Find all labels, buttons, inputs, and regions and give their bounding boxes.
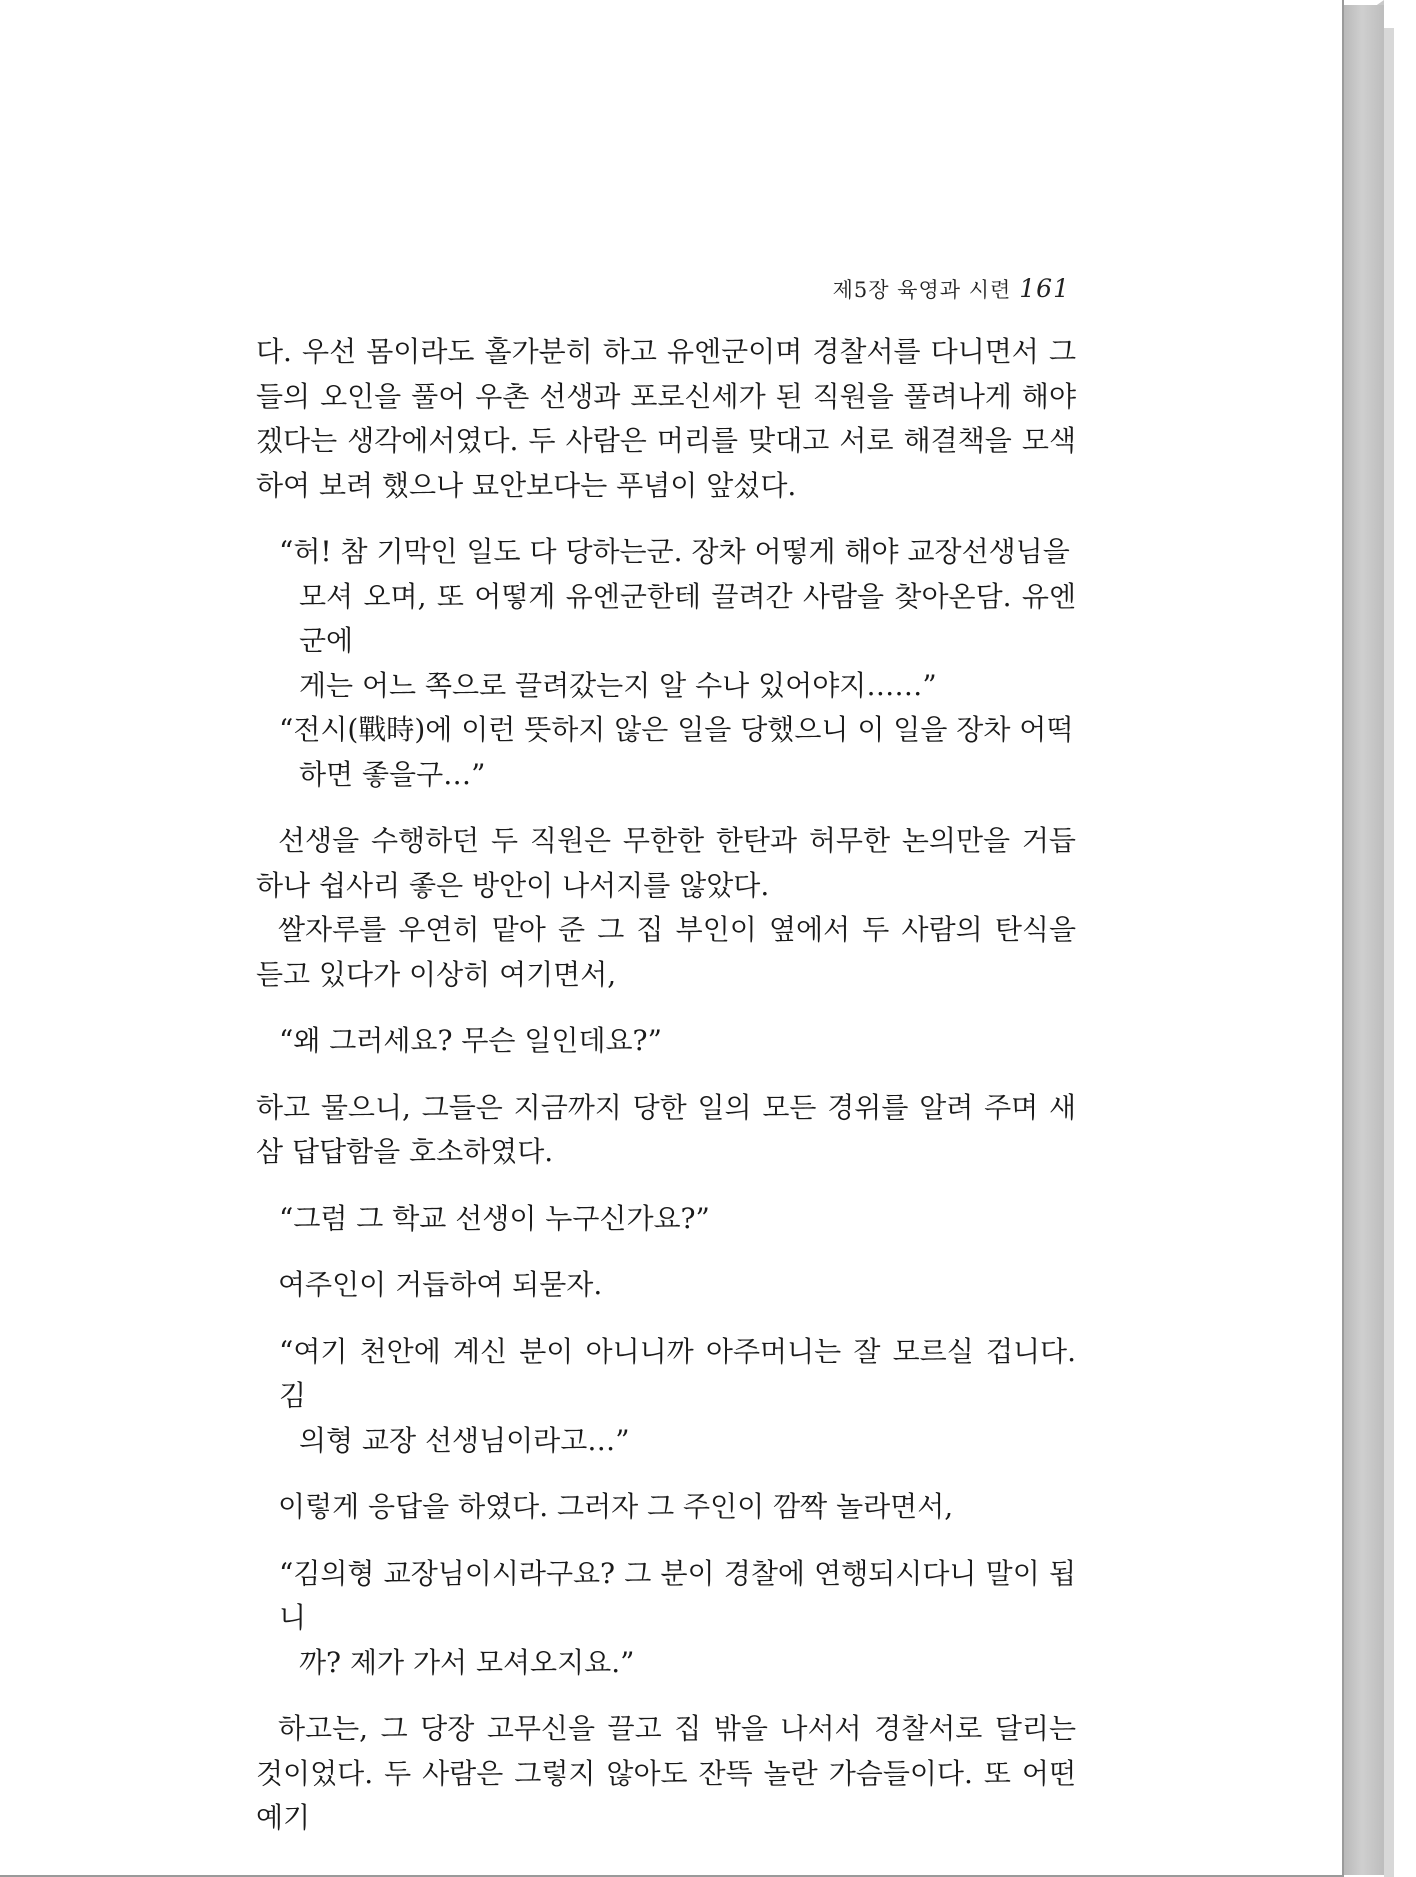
paragraph: 여주인이 거듭하여 되묻자. [278, 1268, 603, 1301]
running-header [833, 274, 1070, 304]
page-number: 161 [1019, 274, 1070, 303]
dialogue-quote [256, 1019, 1076, 1064]
body-text [256, 330, 1076, 1841]
dialogue-quote [256, 1552, 1076, 1686]
dialogue-quote [256, 530, 1076, 708]
paragraph: 선생을 수행하던 두 직원은 무한한 한탄과 허무한 논의만을 거듭하나 쉽사리 좋은 방안이 나서지를 않았다. [256, 824, 1076, 902]
quote-line: “김의형 교장님이시라구요? 그 분이 경찰에 연행되시다니 말이 됩니 [279, 1556, 1076, 1634]
page-shadow [1384, 28, 1394, 1877]
dialogue-quote [256, 1330, 1076, 1464]
quote-line: “그럼 그 학교 선생이 누구신가요?” [279, 1201, 710, 1235]
quote-line: 게는 어느 쪽으로 끌려갔는지 알 수나 있어야지……” [299, 668, 937, 702]
page-stack-edge [1344, 5, 1384, 1875]
quote-line: “허! 참 기막인 일도 다 당하는군. 장차 어떻게 해야 교장선생님을 [279, 535, 1070, 568]
paragraph: 이렇게 응답을 하였다. 그러자 그 주인이 깜짝 놀라면서, [278, 1490, 954, 1523]
dialogue-quote [256, 708, 1076, 797]
paragraph: 쌀자루를 우연히 맡아 준 그 집 부인이 옆에서 두 사람의 탄식을 듣고 있다가 이상히 여기면서, [256, 913, 1076, 991]
quote-line: “전시(戰時)에 이런 뜻하지 않은 일을 당했으니 이 일을 장차 어떡 [279, 713, 1074, 746]
quote-line: 하면 좋을구…” [299, 757, 486, 791]
dialogue-quote [256, 1197, 1076, 1242]
paragraph: 다. 우선 몸이라도 홀가분히 하고 유엔군이며 경찰서를 다니면서 그들의 오인을 풀어 우촌 선생과 포로신세가 된 직원을 풀려나게 해야겠다는 생각에서였다. 두 사람은 머리를 맞대고 서로 해결책을 모색하여 보려 했으나 묘안보다는 푸념이 앞섰다. [256, 335, 1076, 502]
paragraph: 하고 물으니, 그들은 지금까지 당한 일의 모든 경위를 알려 주며 새삼 답답함을 호소하였다. [256, 1090, 1076, 1168]
paragraph: 하고는, 그 당장 고무신을 끌고 집 밖을 나서서 경찰서로 달리는 것이었다. 두 사람은 그렇지 않아도 잔뜩 놀란 가슴들이다. 또 어떤 예기 [256, 1712, 1076, 1834]
quote-line: “여기 천안에 계신 분이 아니니까 아주머니는 잘 모르실 겁니다. 김 [279, 1334, 1076, 1412]
chapter-title: 제5장 육영과 시련 [832, 278, 1012, 302]
quote-line: 까? 제가 가서 모셔오지요.” [299, 1645, 635, 1679]
quote-line: 의형 교장 선생님이라고…” [299, 1423, 630, 1457]
quote-line: 모셔 오며, 또 어떻게 유엔군한테 끌려간 사람을 찾아온담. 유엔군에 [299, 579, 1076, 657]
quote-line: “왜 그러세요? 무슨 일인데요?” [279, 1024, 662, 1057]
